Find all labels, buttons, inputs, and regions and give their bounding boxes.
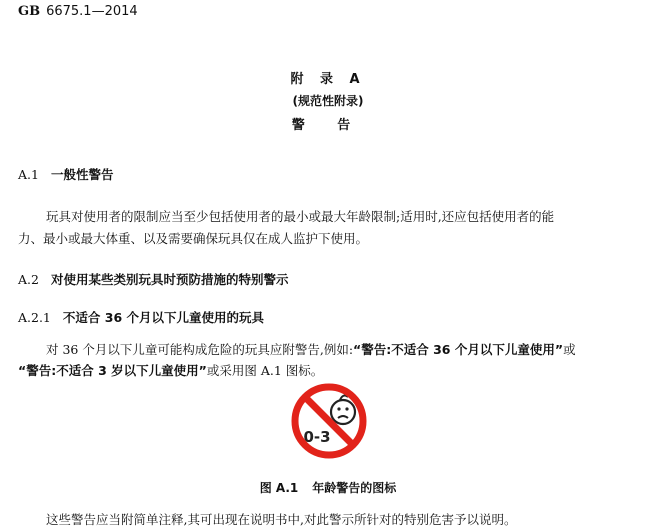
appendix-name: 警 告 bbox=[291, 118, 365, 133]
figure-caption bbox=[0, 479, 656, 496]
section-a1-paragraph-line: 玩具对使用者的限制应当至少包括使用者的最小或最大年龄限制;适用时,还应包括使用者的能 bbox=[46, 209, 555, 224]
section-title: 一般性警告 bbox=[50, 167, 114, 182]
standard-code bbox=[18, 4, 138, 19]
appendix-title: 附 录 A bbox=[290, 72, 366, 87]
section-number: A.1 bbox=[18, 167, 39, 182]
standard-prefix: GB bbox=[18, 4, 41, 19]
section-number: A.2.1 bbox=[18, 310, 51, 325]
paragraph-text: 或采用图 A.1 图标。 bbox=[206, 363, 324, 378]
warning-quote: “警告:不适合 3 岁以下儿童使用” bbox=[18, 363, 207, 378]
figure-caption-text: 年龄警告的图标 bbox=[312, 481, 397, 495]
paragraph-text: 或 bbox=[563, 342, 576, 357]
section-a21-paragraph-line bbox=[18, 361, 323, 379]
age-warning-icon bbox=[285, 382, 373, 460]
section-number: A.2 bbox=[18, 272, 39, 287]
section-title: 不适合 36 个月以下儿童使用的玩具 bbox=[62, 310, 264, 325]
age-text: 0-3 bbox=[303, 428, 331, 446]
section-title: 对使用某些类别玩具时预防措施的特别警示 bbox=[50, 272, 289, 287]
section-a21-paragraph-line bbox=[46, 340, 576, 358]
standard-number: 6675.1—2014 bbox=[46, 4, 138, 19]
section-a2-heading bbox=[18, 270, 288, 288]
appendix-subtitle: (规范性附录) bbox=[292, 94, 364, 108]
section-a1-heading bbox=[18, 165, 113, 183]
section-a21-heading bbox=[18, 308, 264, 326]
section-a1-paragraph-line: 力、最小或最大体重、以及需要确保玩具仅在成人监护下使用。 bbox=[18, 231, 369, 246]
figure-label: 图 A.1 bbox=[259, 481, 299, 495]
footer-note: 这些警告应当附简单注释,其可出现在说明书中,对此警示所针对的特别危害予以说明。 bbox=[46, 512, 517, 527]
paragraph-text: 对 36 个月以下儿童可能构成危险的玩具应附警告,例如: bbox=[46, 342, 354, 357]
warning-quote: “警告:不适合 36 个月以下儿童使用” bbox=[353, 342, 564, 357]
